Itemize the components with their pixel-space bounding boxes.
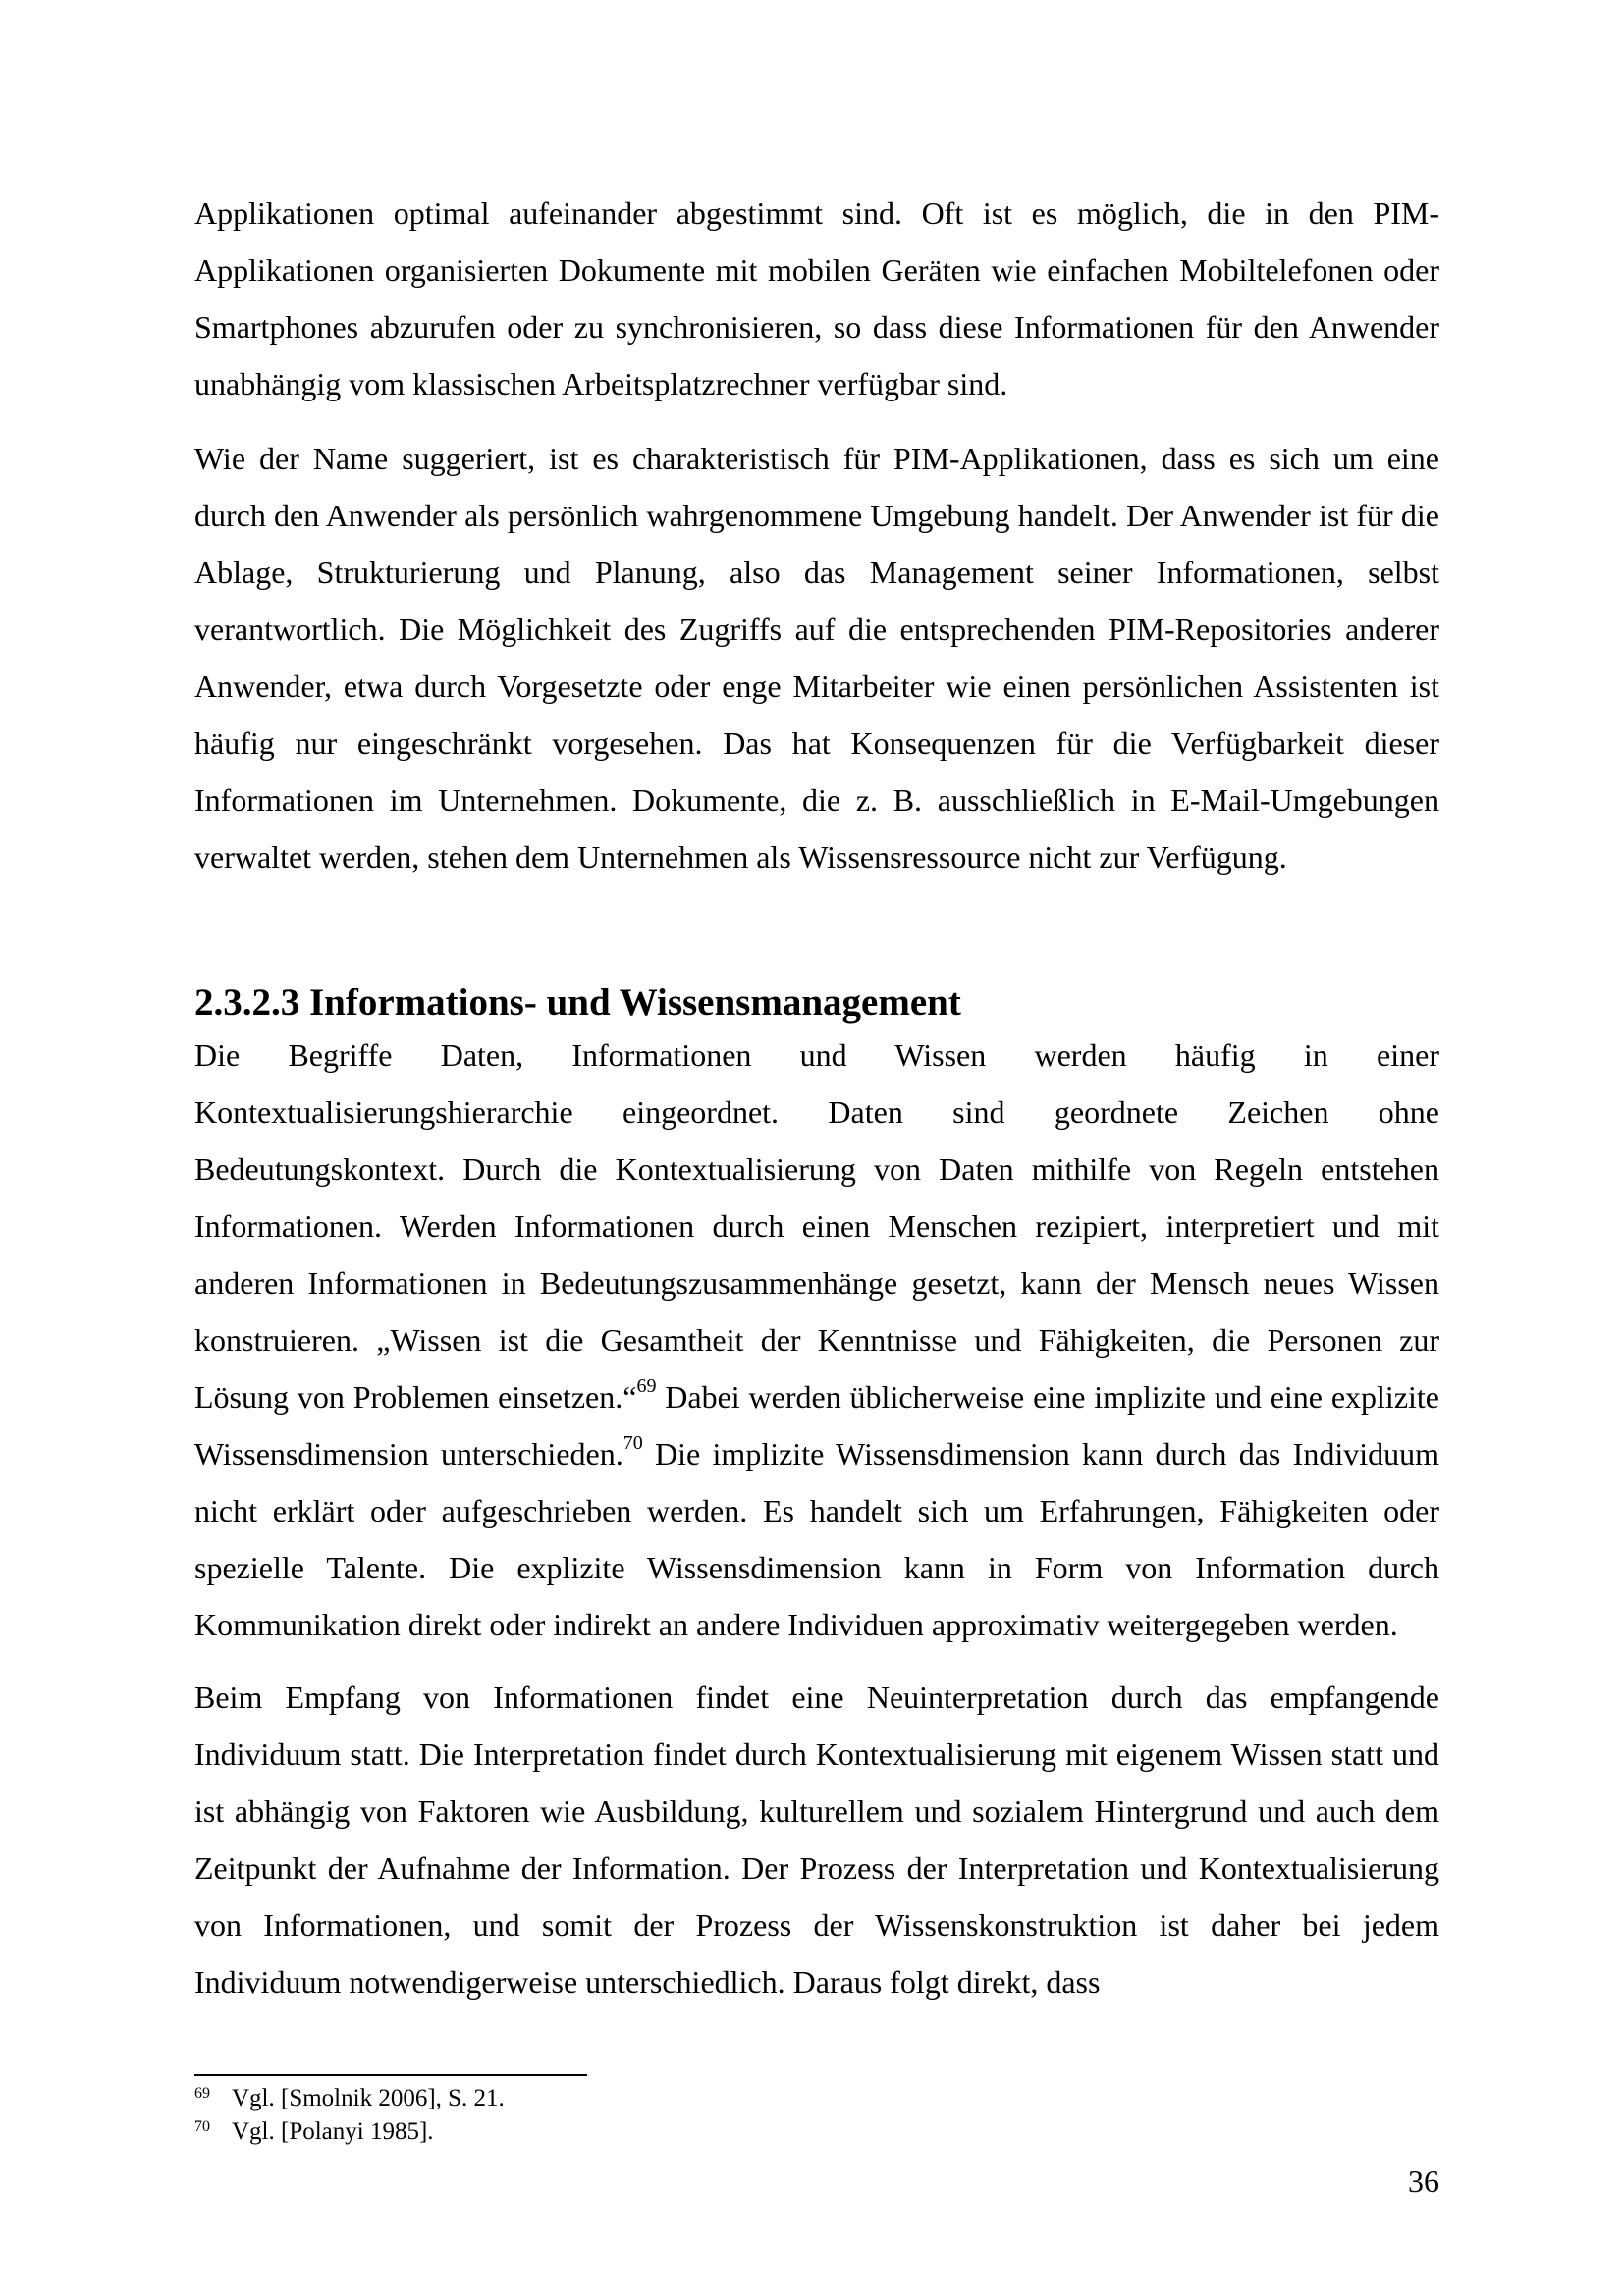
footnote-ref-70[interactable]: 70: [622, 1432, 643, 1455]
footnote-70: [194, 2116, 1078, 2150]
footnote-number: 69: [194, 2085, 210, 2102]
footnote-divider: [194, 2074, 587, 2076]
footnotes: [194, 2083, 1078, 2150]
page-number: 36: [1408, 2163, 1439, 2199]
paragraph-knowledge-hierarchy: [194, 1027, 1439, 1653]
paragraph-text-part-3: Die implizite Wissensdimension kann durch das Individuum nicht erklärt oder aufgeschrieben werden. Es handelt sich um Erfahrungen, Fähigkeiten oder spezielle Talente. Die explizite Wissensdimension kann in Form von Information durch Kommunikation direkt oder indirekt an andere Individuen approximativ weitergegeben werden.: [194, 1436, 1440, 1642]
paragraph-text: Applikationen optimal aufeinander abgestimmt sind. Oft ist es möglich, die in den PIM-Applikationen organisierten Dokumente mit mobilen Geräten wie einfachen Mobiltelefonen oder Smartphones abzurufen oder zu synchronisieren, so dass diese Informationen für den Anwender unabhängig vom klassischen Arbeitsplatzrechner verfügbar sind.: [194, 195, 1439, 401]
footnote-69: [194, 2083, 1078, 2116]
footnote-text: Vgl. [Polanyi 1985].: [232, 2118, 434, 2145]
paragraph-text: Wie der Name suggeriert, ist es charakteristisch für PIM-Applikationen, dass es sich um eine durch den Anwender als persönlich wahrgenommene Umgebung handelt. Der Anwender ist für die Ablage, Strukturierung und Planung, also das Management seiner Informationen, selbst verantwortlich. Die Möglichkeit des Zugriffs auf die entsprechenden PIM-Repositories anderer Anwender, etwa durch Vorgesetzte oder enge Mitarbeiter wie einen persönlichen Assistenten ist häufig nur eingeschränkt vorgesehen. Das hat Konsequenzen für die Verfügbarkeit dieser Informationen im Unternehmen. Dokumente, die z. B. ausschließlich in E-Mail-Umgebungen verwaltet werden, stehen dem Unternehmen als Wissensressource nicht zur Verfügung.: [194, 441, 1439, 875]
paragraph-text: Beim Empfang von Informationen findet eine Neuinterpretation durch das empfangende Individuum statt. Die Interpretation findet durch Kontextualisierung mit eigenem Wissen statt und ist abhängig von Faktoren wie Ausbildung, kulturellem und sozialem Hintergrund und auch dem Zeitpunkt der Aufnahme der Information. Der Prozess der Interpretation und Kontextualisierung von Informationen, und somit der Prozess der Wissenskonstruktion ist daher bei jedem Individuum notwendigerweise unterschiedlich. Daraus folgt direkt, dass: [194, 1680, 1439, 2000]
paragraph-pim-sync: [194, 185, 1439, 412]
paragraph-text-part-2: Dabei werden üblicherweise eine implizite und eine explizite Wissensdimension unterschieden.: [194, 1379, 1440, 1471]
footnote-text: Vgl. [Smolnik 2006], S. 21.: [232, 2085, 505, 2111]
footnote-ref-69[interactable]: 69: [636, 1375, 657, 1398]
section-heading: 2.3.2.3 Informations- und Wissensmanagement: [194, 982, 961, 1024]
paragraph-pim-personal-environment: [194, 430, 1439, 885]
paragraph-interpretation: [194, 1669, 1439, 2010]
paragraph-text-part-1: Die Begriffe Daten, Informationen und Wissen werden häufig in einer Kontextualisierungshierarchie eingeordnet. Daten sind geordnete Zeichen ohne Bedeutungskontext. Durch die Kontextualisierung von Daten mithilfe von Regeln entstehen Informationen. Werden Informationen durch einen Menschen rezipiert, interpretiert und mit anderen Informationen in Bedeutungszusammenhänge gesetzt, kann der Mensch neues Wissen konstruieren. „Wissen ist die Gesamtheit der Kenntnisse und Fähigkeiten, die Personen zur Lösung von Problemen einsetzen.“: [194, 1038, 1439, 1415]
footnote-number: 70: [194, 2118, 210, 2135]
